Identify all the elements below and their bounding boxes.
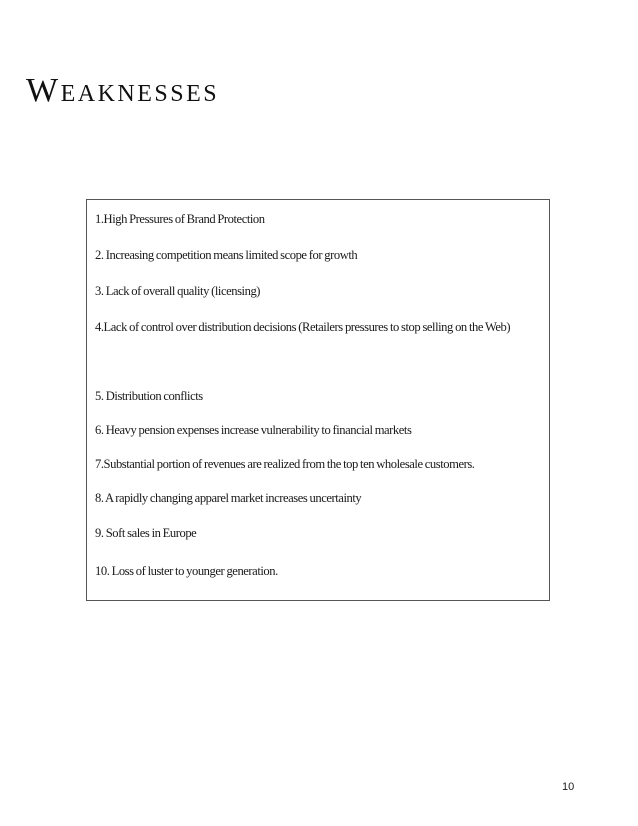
list-item: 3. Lack of overall quality (licensing) bbox=[95, 284, 261, 298]
list-item: 9. Soft sales in Europe bbox=[95, 526, 197, 540]
page-title: Weaknesses bbox=[26, 72, 220, 109]
page-number: 10 bbox=[562, 781, 575, 793]
weaknesses-list-box bbox=[86, 199, 550, 601]
list-item: 5. Distribution conflicts bbox=[95, 389, 203, 403]
list-item: 1.High Pressures of Brand Protection bbox=[95, 212, 265, 226]
list-item: 6. Heavy pension expenses increase vulnerability to financial markets bbox=[95, 423, 412, 437]
list-item: 7.Substantial portion of revenues are realized from the top ten wholesale customers. bbox=[95, 457, 475, 471]
list-item: 4.Lack of control over distribution decisions (Retailers pressures to stop selling on the Web) bbox=[95, 320, 511, 334]
list-item: 8. A rapidly changing apparel market increases uncertainty bbox=[95, 491, 362, 505]
list-item: 10. Loss of luster to younger generation. bbox=[95, 564, 278, 578]
list-item: 2. Increasing competition means limited scope for growth bbox=[95, 248, 358, 262]
